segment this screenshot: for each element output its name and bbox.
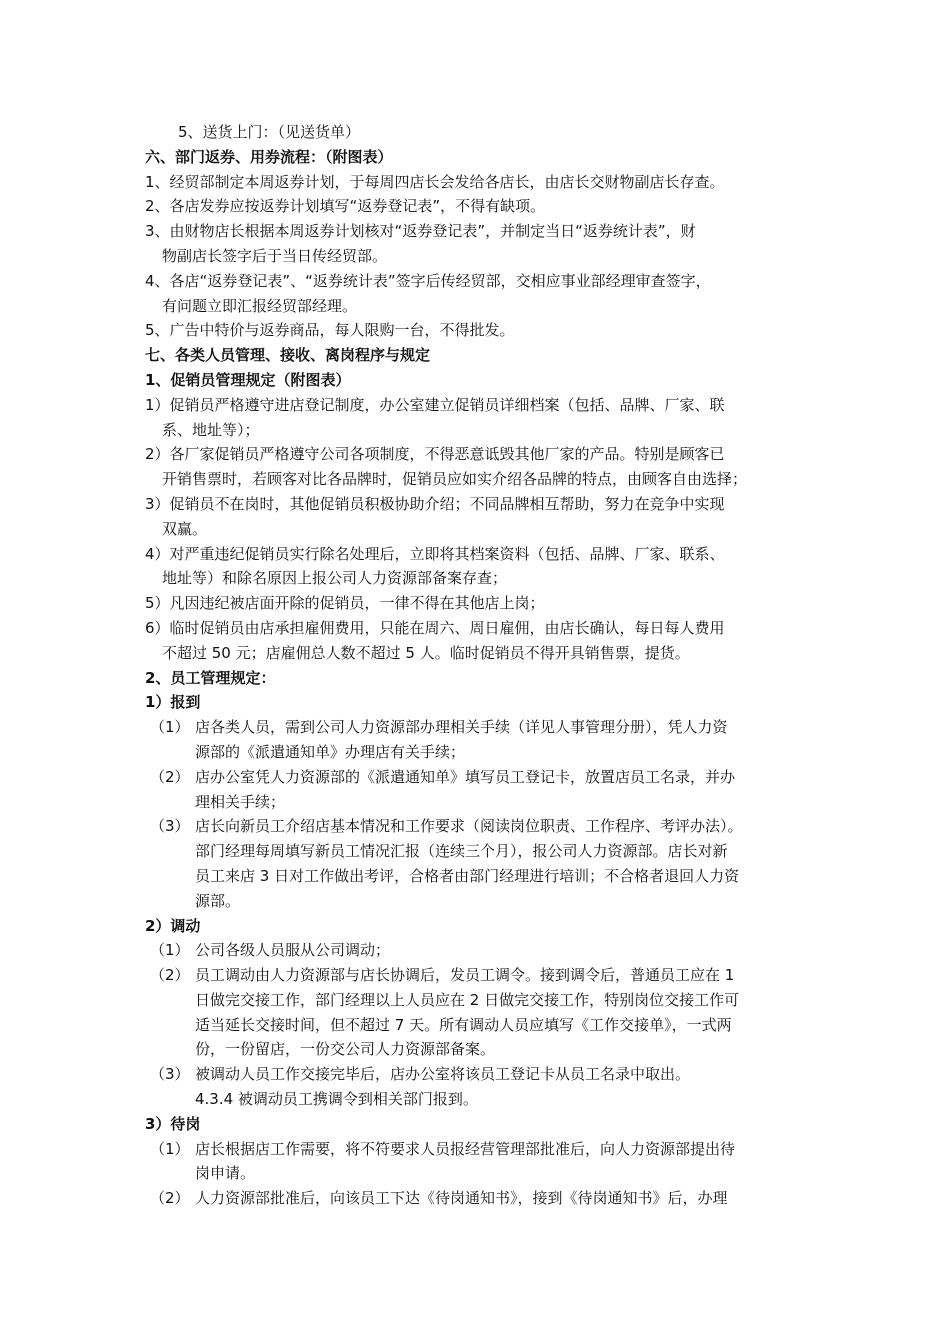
text-line: 适当延长交接时间，但不超过 7 天。所有调动人员应填写《工作交接单》，一式两 (195, 1015, 732, 1034)
numbered-list-item (0, 814, 950, 839)
list-number: （1） (150, 718, 190, 737)
numbered-list-item (0, 1062, 950, 1087)
document-body (0, 120, 950, 1211)
section-heading: 1、促销员管理规定（附图表） (145, 370, 351, 389)
text-line: 2）各厂家促销员严格遵守公司各项制度，不得恶意诋毁其他厂家的产品。特别是顾客已 (145, 445, 725, 464)
numbered-list-item (0, 765, 950, 790)
list-number: （3） (150, 1065, 190, 1084)
list-number: （3） (150, 817, 190, 836)
list-item-text: 店各类人员，需到公司人力资源部办理相关手续（详见人事管理分册），凭人力资 (195, 718, 728, 737)
text-line: 1）促销员严格遵守进店登记制度，办公室建立促销员详细档案（包括、品牌、厂家、联 (145, 395, 725, 414)
numbered-list-item (0, 938, 950, 963)
list-item-text: 人力资源部批准后，向该员工下达《待岗通知书》，接到《待岗通知书》后，办理 (195, 1189, 728, 1208)
numbered-list-item (0, 1137, 950, 1162)
text-line: 6）临时促销员由店承担雇佣费用，只能在周六、周日雇佣，由店长确认，每日每人费用 (145, 618, 725, 637)
document-page (0, 120, 950, 1211)
text-line: 5、广告中特价与返券商品，每人限购一台，不得批发。 (145, 321, 515, 340)
list-item-text: 店长向新员工介绍店基本情况和工作要求（阅读岗位职责、工作程序、考评办法）。 (195, 817, 743, 836)
list-item-text: 被调动人员工作交接完毕后，店办公室将该员工登记卡从员工名录中取出。 (195, 1065, 691, 1084)
section-heading: 2）调动 (145, 916, 201, 935)
text-line: 5、送货上门：（见送货单） (178, 123, 361, 141)
numbered-list-item (0, 963, 950, 988)
text-line: 5）凡因违纪被店面开除的促销员，一律不得在其他店上岗； (145, 594, 545, 613)
text-line: 不超过 50 元；店雇佣总人数不超过 5 人。临时促销员不得开具销售票，提货。 (162, 643, 690, 662)
list-item-text: 公司各级人员服从公司调动； (195, 941, 391, 960)
text-line: 3）促销员不在岗时，其他促销员积极协助介绍；不同品牌相互帮助，努力在竞争中实现 (145, 494, 725, 513)
text-line: 份，一份留店，一份交公司人力资源部备案。 (195, 1040, 496, 1059)
section-heading: 3）待岗 (145, 1114, 201, 1133)
text-line: 有问题立即汇报经贸部经理。 (162, 296, 358, 315)
list-item-text: 员工调动由人力资源部与店长协调后，发员工调令。接到调令后，普通员工应在 1 (195, 966, 735, 985)
list-number: （2） (150, 767, 190, 786)
section-heading: 六、部门返券、用券流程：（附图表） (145, 147, 393, 166)
text-line: 地址等）和除名原因上报公司人力资源部备案存查； (162, 569, 508, 588)
numbered-list-item (0, 715, 950, 740)
text-line: 员工来店 3 日对工作做出考评，合格者由部门经理进行培训；不合格者退回人力资 (195, 866, 740, 885)
list-item-text: 店办公室凭人力资源部的《派遣通知单》填写员工登记卡，放置店员工名录，并办 (195, 767, 736, 786)
text-line: 4、各店“返券登记表”、“返券统计表”签字后传经贸部，交相应事业部经理审查签字， (145, 271, 711, 290)
text-line: 开销售票时，若顾客对比各品牌时，促销员应如实介绍各品牌的特点，由顾客自由选择； (162, 470, 748, 489)
text-line: 部门经理每周填写新员工情况汇报（连续三个月），报公司人力资源部。店长对新 (195, 842, 728, 861)
list-number: （2） (150, 966, 190, 985)
text-line: 双赢。 (162, 519, 208, 538)
text-line: 岗申请。 (195, 1164, 256, 1183)
text-line: 2、各店发券应按返券计划填写“返券登记表”，不得有缺项。 (145, 197, 546, 216)
text-line: 理相关手续； (195, 792, 286, 811)
section-heading: 1）报到 (145, 693, 201, 712)
section-heading: 七、各类人员管理、接收、离岗程序与规定 (145, 346, 431, 365)
text-line: 1、经贸部制定本周返券计划，于每周四店长会发给各店长，由店长交财物副店长存查。 (145, 172, 725, 191)
text-line: 4.3.4 被调动员工携调令到相关部门报到。 (195, 1090, 478, 1109)
section-heading: 2、员工管理规定： (145, 668, 276, 687)
text-line: 日做完交接工作，部门经理以上人员应在 2 日做完交接工作，特别岗位交接工作可 (195, 990, 740, 1009)
text-line: 物副店长签字后于当日传经贸部。 (162, 246, 388, 265)
text-line: 源部的《派遣通知单》办理店有关手续； (195, 742, 466, 761)
list-number: （1） (150, 941, 190, 960)
numbered-list-item (0, 1186, 950, 1211)
text-line: 系、地址等）； (162, 420, 260, 439)
text-line: 4）对严重违纪促销员实行除名处理后，立即将其档案资料（包括、品牌、厂家、联系、 (145, 544, 725, 563)
text-line: 3、由财物店长根据本周返券计划核对“返券登记表”，并制定当日“返券统计表”，财 (145, 222, 696, 241)
list-number: （2） (150, 1189, 190, 1208)
text-line: 源部。 (195, 891, 241, 910)
list-number: （1） (150, 1139, 190, 1158)
list-item-text: 店长根据店工作需要，将不符要求人员报经营管理部批准后，向人力资源部提出待 (195, 1139, 736, 1158)
